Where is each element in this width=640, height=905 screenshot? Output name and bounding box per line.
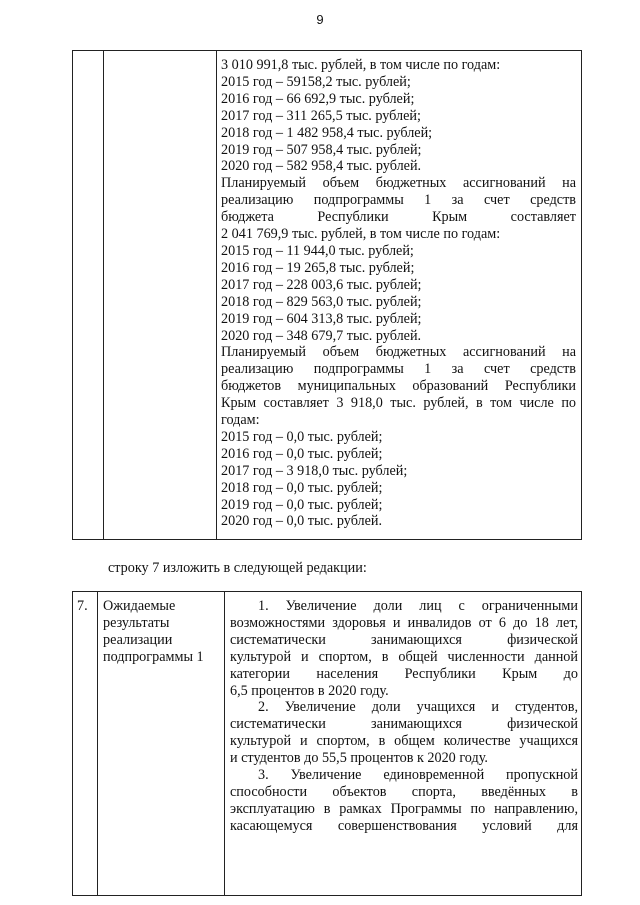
content-line: систематически занимающихся физической (230, 716, 578, 733)
content-line: категории населения Республики Крым до (230, 665, 578, 682)
content-line: возможностями здоровья и инвалидов от 6 до 18 лет, (230, 614, 578, 631)
content-line: систематически занимающихся физической (230, 631, 578, 648)
label-line: результаты (103, 614, 170, 631)
content-line: касающемуся совершенствования условий для (230, 817, 578, 834)
column-divider (103, 51, 104, 539)
instruction-text: строку 7 изложить в следующей редакции: (108, 560, 367, 576)
content-line: эксплуатацию в рамках Программы по направлению, (230, 800, 578, 817)
text-line: 2020 год – 582 958,4 тыс. рублей. (221, 158, 422, 175)
content-line: способности объектов спорта, введённых в (230, 783, 578, 800)
row-number: 7. (77, 598, 88, 614)
text-line: 2017 год – 311 265,5 тыс. рублей; (221, 107, 421, 124)
content-line: культурой и спортом, в общем количестве учащихся (230, 733, 578, 750)
text-line: 2017 год – 228 003,6 тыс. рублей; (221, 276, 422, 293)
text-line: 2016 год – 19 265,8 тыс. рублей; (221, 259, 415, 276)
text-line: 2 041 769,9 тыс. рублей, в том числе по годам: (221, 226, 501, 243)
column-divider (97, 592, 98, 895)
results-table (72, 591, 582, 896)
text-line: бюджета Республики Крым составляет (221, 209, 576, 226)
content-line: 6,5 процентов в 2020 году. (230, 682, 389, 699)
text-line: годам: (221, 412, 260, 429)
content-line: 2. Увеличение доли учащихся и студентов, (258, 699, 578, 716)
text-line: 2020 год – 0,0 тыс. рублей. (221, 513, 383, 530)
content-line: 3. Увеличение единовременной пропускной (258, 767, 578, 784)
page-number: 9 (316, 12, 324, 27)
text-line: 2018 год – 0,0 тыс. рублей; (221, 479, 383, 496)
text-line: 3 010 991,8 тыс. рублей, в том числе по годам: (221, 57, 501, 73)
content-line: 1. Увеличение доли лиц с ограниченными (258, 598, 578, 614)
text-line: Планируемый объем бюджетных ассигнований на (221, 344, 576, 361)
text-line: 2018 год – 829 563,0 тыс. рублей; (221, 293, 422, 310)
text-line: реализацию подпрограммы 1 за счет средств (221, 192, 576, 209)
column-divider (216, 51, 217, 539)
label-line: Ожидаемые (103, 598, 176, 614)
budget-cell-text (221, 57, 576, 530)
text-line: бюджетов муниципальных образований Республики (221, 378, 576, 395)
column-divider (224, 592, 225, 895)
text-line: 2016 год – 66 692,9 тыс. рублей; (221, 90, 415, 107)
text-line: Крым составляет 3 918,0 тыс. рублей, в том числе по (221, 395, 576, 412)
text-line: 2016 год – 0,0 тыс. рублей; (221, 445, 383, 462)
text-line: 2015 год – 59158,2 тыс. рублей; (221, 73, 411, 90)
text-line: 2019 год – 507 958,4 тыс. рублей; (221, 141, 422, 158)
text-line: 2019 год – 604 313,8 тыс. рублей; (221, 310, 422, 327)
row-content (230, 598, 578, 835)
text-line: 2017 год – 3 918,0 тыс. рублей; (221, 462, 408, 479)
row-label (103, 598, 223, 666)
budget-table (72, 50, 582, 540)
content-line: культурой и спортом, в общей численности данной (230, 648, 578, 665)
text-line: 2015 год – 11 944,0 тыс. рублей; (221, 242, 414, 259)
text-line: 2015 год – 0,0 тыс. рублей; (221, 428, 383, 445)
text-line: Планируемый объем бюджетных ассигнований на (221, 175, 576, 192)
label-line: подпрограммы 1 (103, 648, 204, 665)
label-line: реализации (103, 631, 173, 648)
content-line: и студентов до 55,5 процентов к 2020 году. (230, 750, 488, 767)
text-line: 2018 год – 1 482 958,4 тыс. рублей; (221, 124, 433, 141)
text-line: реализацию подпрограммы 1 за счет средств (221, 361, 576, 378)
text-line: 2019 год – 0,0 тыс. рублей; (221, 496, 383, 513)
text-line: 2020 год – 348 679,7 тыс. рублей. (221, 327, 422, 344)
